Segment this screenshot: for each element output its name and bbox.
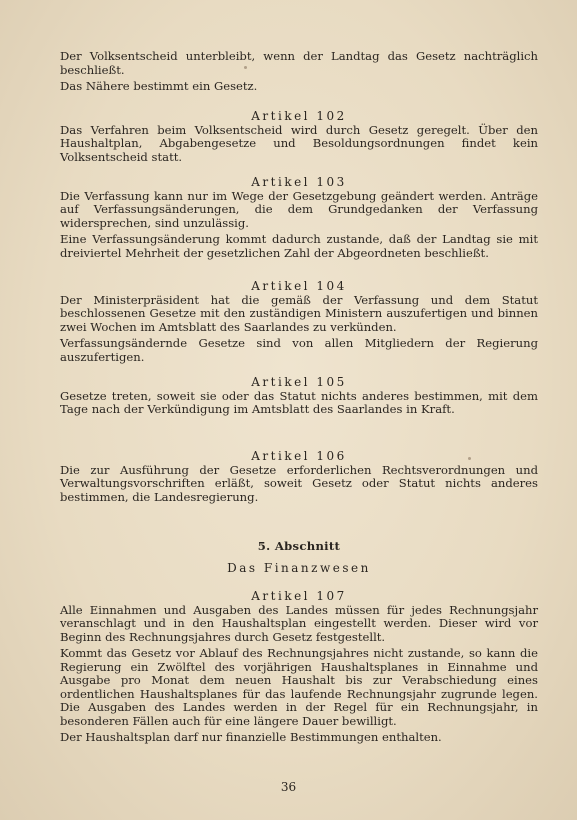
article-103	[60, 176, 538, 263]
article-107	[60, 590, 538, 748]
article-heading: Artikel 102	[251, 109, 347, 123]
article-105	[60, 376, 538, 420]
paragraph: Das Verfahren beim Volksentscheid wird durch Gesetz geregelt. Über den Haushaltplan, Abgabengesetze und Besoldungsordnungen findet kein Volksentscheid statt.	[60, 122, 538, 164]
article-heading: Artikel 105	[251, 375, 347, 389]
article-104	[60, 280, 538, 367]
article-heading: Artikel 107	[251, 589, 347, 603]
section-subtitle: Das Finanzwesen	[227, 560, 371, 575]
paragraph: Die Verfassung kann nur im Wege der Gesetzgebung geändert werden. Anträge auf Verfassungsänderungen, die dem Grundgedanken der Verfassung widersprechen, sind unzulässig.	[60, 188, 538, 230]
section-title: 5. Abschnitt	[257, 539, 341, 553]
paragraph: Eine Verfassungsänderung kommt dadurch zustande, daß der Landtag sie mit dreiviertel Mehrheit der gesetzlichen Zahl der Abgeordneten beschließt.	[60, 232, 538, 260]
article-heading: Artikel 104	[251, 279, 347, 293]
article-102	[60, 110, 538, 167]
paragraph: Der Haushaltsplan darf nur finanzielle Bestimmungen enthalten.	[60, 730, 442, 744]
paragraph: Der Ministerpräsident hat die gemäß der Verfassung und dem Statut beschlossenen Gesetze mit den zuständigen Ministern auszufertigen und binnen zwei Wochen im Amtsblatt des Saarlandes zu verkünden.	[60, 292, 538, 334]
article-heading: Artikel 106	[251, 449, 347, 463]
article-106	[60, 450, 538, 507]
page-number: 36	[280, 780, 297, 794]
section-header	[60, 540, 538, 575]
paragraph: Alle Einnahmen und Ausgaben des Landes müssen für jedes Rechnungsjahr veranschlagt und in den Haushaltsplan eingestellt werden. Dieser wird vor Beginn des Rechnungsjahres durch Gesetz festgestellt.	[60, 602, 538, 644]
paragraph: Die zur Ausführung der Gesetze erforderlichen Rechtsverordnungen und Verwaltungsvorschriften erläßt, soweit Gesetz oder Statut nichts anderes bestimmen, die Landesregierung.	[60, 462, 538, 504]
paragraph: Kommt das Gesetz vor Ablauf des Rechnungsjahres nicht zustande, so kann die Regierung ein Zwölftel des vorjährigen Haushaltsplanes in Einnahme und Ausgabe pro Monat dem neuen Haushalt bis zur Verabschiedung eines ordentlichen Haushaltsplanes für das laufende Rechnungsjahr zugrunde legen. Die Ausgaben des Landes werden in der Regel für ein Rechnungsjahr, in besonderen Fällen auch für eine längere Dauer bewilligt.	[60, 646, 538, 728]
paragraph: Der Volksentscheid unterbleibt, wenn der Landtag das Gesetz nachträglich beschließt.	[60, 49, 538, 77]
paragraph: Das Nähere bestimmt ein Gesetz.	[60, 79, 258, 93]
text-block-top	[60, 50, 538, 97]
paragraph: Gesetze treten, soweit sie oder das Statut nichts anderes bestimmen, mit dem Tage nach der Verkündigung im Amtsblatt des Saarlandes in Kraft.	[60, 388, 538, 416]
paragraph: Verfassungsändernde Gesetze sind von allen Mitgliedern der Regierung auszufertigen.	[60, 336, 538, 364]
article-heading: Artikel 103	[251, 175, 347, 189]
